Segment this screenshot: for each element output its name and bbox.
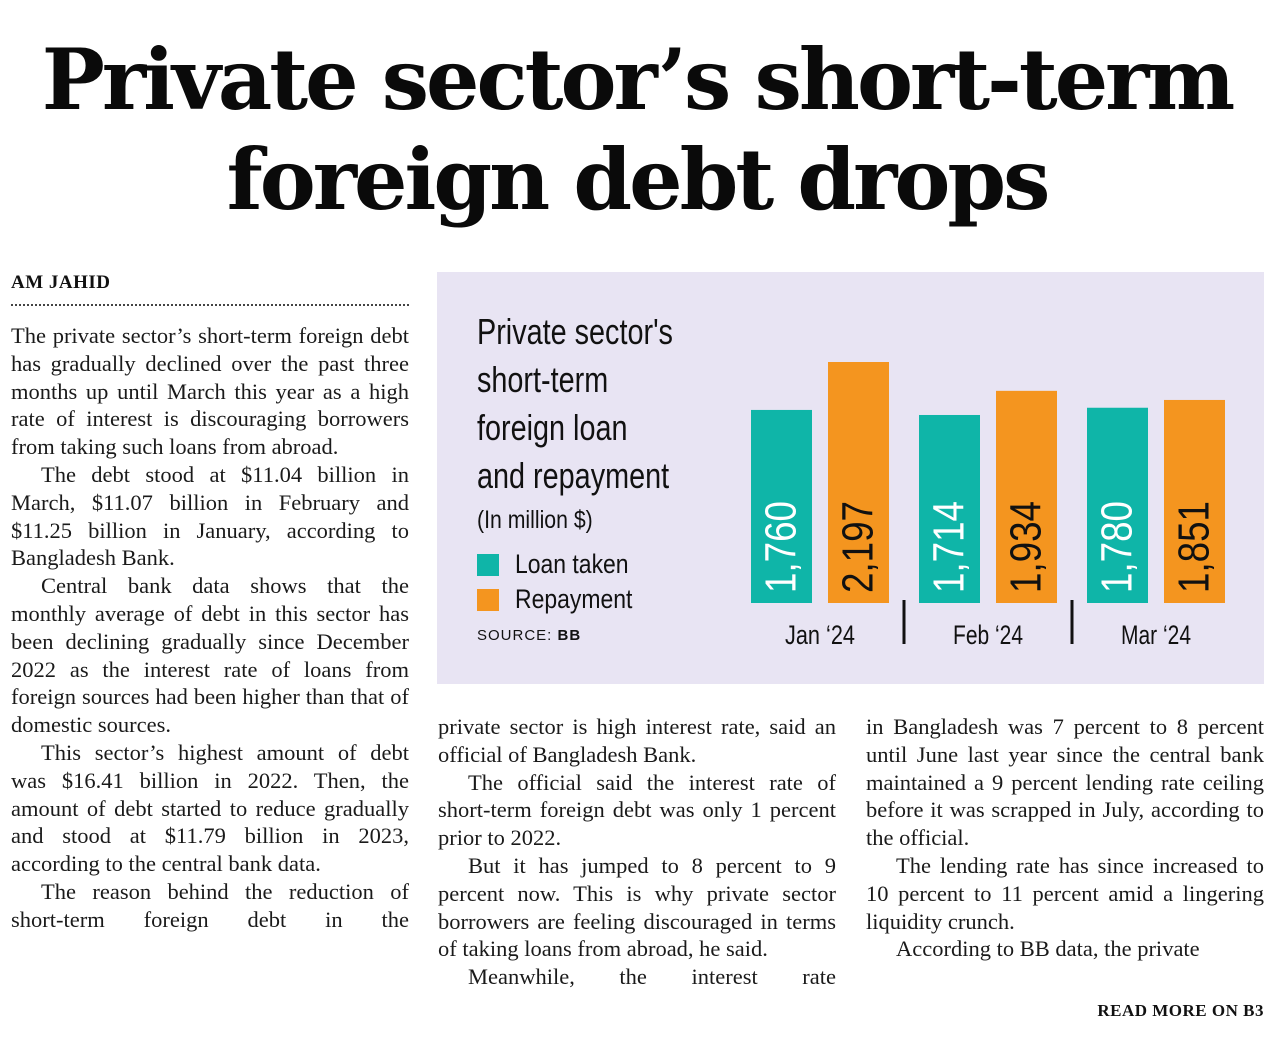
article-column-3: [866, 713, 1264, 963]
paragraph: The private sector’s short-term foreign debt has gradually declined over the past three months up until March this year as a high rate of interest is discouraging borrowers from taking such loans from abroad.: [11, 323, 409, 460]
bar-chart: [437, 272, 1264, 684]
source-value: BB: [557, 627, 582, 644]
chart-unit: (In million $): [477, 506, 593, 534]
x-tick-label: Mar ‘24: [1121, 620, 1191, 650]
headline-line-2: foreign debt drops: [226, 130, 1048, 229]
article-column-2: [438, 713, 836, 991]
x-tick-label: Jan ‘24: [785, 620, 855, 650]
paragraph: Central bank data shows that the monthly average of debt in this sector has been declining gradually since December 2022 as the interest rate of loans from foreign sources had been higher than that of domestic sources.: [11, 573, 409, 738]
data-label: 1,934: [1001, 482, 1051, 593]
byline: AM JAHID: [11, 272, 409, 306]
paragraph: The lending rate has since increased to 10 percent to 11 percent amid a lingering liquidity crunch.: [866, 852, 1264, 934]
legend-label: Loan taken: [515, 549, 629, 579]
data-label: 1,714: [924, 482, 974, 593]
chart-box: [437, 272, 1264, 684]
source-label: SOURCE:: [477, 627, 553, 644]
read-more-link[interactable]: READ MORE ON B3: [1097, 1001, 1264, 1020]
data-label: 1,760: [756, 482, 806, 593]
x-tick-label: Feb ‘24: [953, 620, 1023, 650]
article-column-1: [11, 322, 409, 934]
headline-line-1: Private sector’s short-term: [41, 30, 1233, 129]
legend-label: Repayment: [515, 584, 633, 614]
paragraph: Meanwhile, the interest rate: [468, 964, 836, 990]
paragraph: According to BB data, the private: [896, 936, 1200, 962]
chart-title-line: short-term: [477, 359, 609, 400]
data-label: 2,197: [833, 482, 883, 593]
paragraph: This sector’s highest amount of debt was $16.41 billion in 2022. Then, the amount of debt started to reduce gradually and stood at $11.79 billion in 2023, according to the central bank data.: [11, 739, 409, 877]
data-label: 1,851: [1169, 482, 1219, 593]
chart-title-line: and repayment: [477, 455, 670, 496]
headline: [0, 30, 1274, 230]
paragraph: private sector is high interest rate, said an official of Bangladesh Bank.: [438, 714, 836, 767]
chart-title-line: Private sector's: [477, 311, 673, 352]
chart-title-line: foreign loan: [477, 407, 628, 448]
paragraph: in Bangladesh was 7 percent to 8 percent until June last year since the central bank maintained a 9 percent lending rate ceiling before it was scrapped in July, according to the official.: [866, 714, 1264, 851]
paragraph: The reason behind the reduction of short-term foreign debt in the: [11, 878, 409, 932]
paragraph: But it has jumped to 8 percent to 9 percent now. This is why private sector borrowers are feeling discouraged in terms of taking loans from abroad, he said.: [438, 852, 836, 962]
paragraph: The official said the interest rate of short-term foreign debt was only 1 percent prior to 2022.: [438, 769, 836, 851]
paragraph: The debt stood at $11.04 billion in March, $11.07 billion in February and $11.25 billion in January, according to Bangladesh Bank.: [11, 461, 409, 571]
data-label: 1,780: [1092, 482, 1142, 593]
